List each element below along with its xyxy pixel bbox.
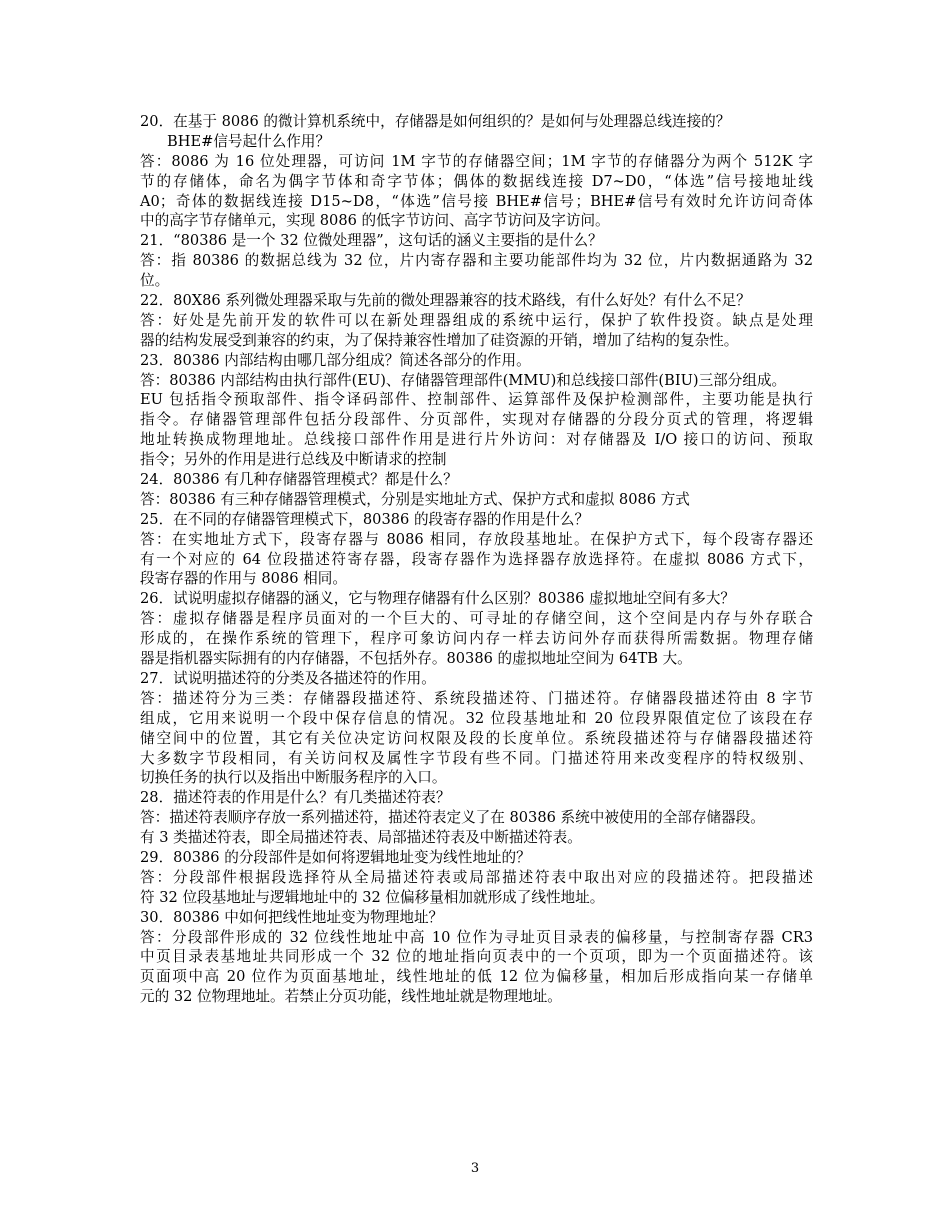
answer-line: 地址转换成物理地址。总线接口部件作用是进行片外访问：对存储器及 I/O 接口的访问、预取 [140,431,813,449]
answer-line: 答：在实地址方式下，段寄存器与 8086 相同，存放段基地址。在保护方式下，每个段寄存器还 [140,530,813,548]
answer-line: 形成的，在操作系统的管理下，程序可象访问内存一样去访问外存而获得所需数据。物理存储 [140,630,813,648]
question-line: 25．在不同的存储器管理模式下，80386 的段寄存器的作用是什么？ [140,510,590,528]
answer-line: 中页目录表基地址共同形成一个 32 位的地址指向页表中的一个页项，即为一个页面描述符。该 [140,948,813,966]
answer-line: 有 3 类描述符表，即全局描述符表、局部描述符表及中断描述符表。 [140,829,582,847]
answer-line: 答：80386 内部结构由执行部件(EU)、存储器管理部件(MMU)和总线接口部件(BIU)三部分组成。 [140,371,787,389]
answer-line: 指令。存储器管理部件包括分段部件、分页部件，实现对存储器的分段分页式的管理，将逻辑 [140,411,813,429]
question-line: BHE#信号起什么作用？ [167,132,331,150]
answer-line: 器是指机器实际拥有的内存储器，不包括外存。80386 的虚拟地址空间为 64TB 大。 [140,650,692,668]
answer-line: 答：分段部件根据段选择符从全局描述符表或局部描述符表中取出对应的段描述符。把段描述 [140,868,813,886]
question-line: 24．80386 有几种存储器管理模式？都是什么？ [140,471,458,489]
answer-line: 段寄存器的作用与 8086 相同。 [140,570,347,588]
answer-line: 大多数字节段相同，有关访问权及属性字节段有些不同。门描述符用来改变程序的特权级别、 [140,749,813,767]
answer-line: 答：指 80386 的数据总线为 32 位，片内寄存器和主要功能部件均为 32 位，片内数据通路为 32 [140,252,813,270]
answer-line: 答：描述符表顺序存放一系列描述符，描述符表定义了在 80386 系统中被使用的全部存储器段。 [140,809,765,827]
question-line: 26．试说明虚拟存储器的涵义，它与物理存储器有什么区别？80386 虚拟地址空间有多大？ [140,590,736,608]
answer-line: 器的结构发展受到兼容的约束，为了保持兼容性增加了硅资源的开销，增加了结构的复杂性。 [140,331,739,349]
answer-line: 答：好处是先前开发的软件可以在新处理器组成的系统中运行，保护了软件投资。缺点是处理 [140,311,813,329]
question-line: 22．80X86 系列微处理器采取与先前的微处理器兼容的技术路线，有什么好处？有什么不足？ [140,292,751,310]
answer-line: 元的 32 位物理地址。若禁止分页功能，线性地址就是物理地址。 [140,988,562,1006]
answer-line: 位。 [140,272,170,290]
answer-line: 节的存储体，命名为偶字节体和奇字节体；偶体的数据线连接 D7~D0，“体选”信号接地址线 [140,172,813,190]
answer-line: 答：8086 为 16 位处理器，可访问 1M 字节的存储器空间；1M 字节的存储器分为两个 512K 字 [140,152,813,170]
answer-line: 有一个对应的 64 位段描述符寄存器，段寄存器作为选择器存放选择符。在虚拟 8086 方式下， [140,550,813,568]
question-line: 21．“80386 是一个 32 位微处理器”，这句话的涵义主要指的是什么？ [140,232,603,250]
question-line: 30．80386 中如何把线性地址变为物理地址？ [140,908,444,926]
question-line: 28．描述符表的作用是什么？有几类描述符表？ [140,789,451,807]
answer-line: 指令；另外的作用是进行总线及中断请求的控制 [140,451,447,469]
answer-line: EU 包括指令预取部件、指令译码部件、控制部件、运算部件及保护检测部件，主要功能是执行 [140,391,813,409]
answer-line: 答：虚拟存储器是程序员面对的一个巨大的、可寻址的存储空间，这个空间是内存与外存联合 [140,610,813,628]
page-number: 3 [470,1161,480,1176]
answer-line: 储空间中的位置，其它有关位决定访问权限及段的长度单位。系统段描述符与存储器段描述符 [140,729,813,747]
answer-line: 页面项中高 20 位作为页面基地址，线性地址的低 12 位为偏移量，相加后形成指向某一存储单 [140,968,813,986]
answer-line: 组成，它用来说明一个段中保存信息的情况。32 位段基地址和 20 位段界限值定位了该段在存 [140,709,813,727]
answer-line: 切换任务的执行以及指出中断服务程序的入口。 [140,769,447,787]
question-line: 27．试说明描述符的分类及各描述符的作用。 [140,669,436,687]
answer-line: 答：80386 有三种存储器管理模式，分别是实地址方式、保护方式和虚拟 8086 方式 [140,490,690,508]
answer-line: A0；奇体的数据线连接 D15~D8，“体选”信号接 BHE#信号；BHE#信号有效时允许访问奇体 [140,192,813,210]
question-line: 29．80386 的分段部件是如何将逻辑地址变为线性地址的？ [140,848,531,866]
answer-line: 符 32 位段基地址与逻辑地址中的 32 位偏移量相加就形成了线性地址。 [140,888,605,906]
document-body [140,112,813,1007]
answer-line: 答：分段部件形成的 32 位线性地址中高 10 位作为寻址页目录表的偏移量，与控制寄存器 CR3 [140,928,813,946]
answer-line: 答：描述符分为三类：存储器段描述符、系统段描述符、门描述符。存储器段描述符由 8 字节 [140,689,813,707]
answer-line: 中的高字节存储单元，实现 8086 的低字节访问、高字节访问及字访问。 [140,212,610,230]
question-line: 23．80386 内部结构由哪几部分组成？简述各部分的作用。 [140,351,531,369]
question-line: 20．在基于 8086 的微计算机系统中，存储器是如何组织的？是如何与处理器总线连接的？ [140,113,731,130]
